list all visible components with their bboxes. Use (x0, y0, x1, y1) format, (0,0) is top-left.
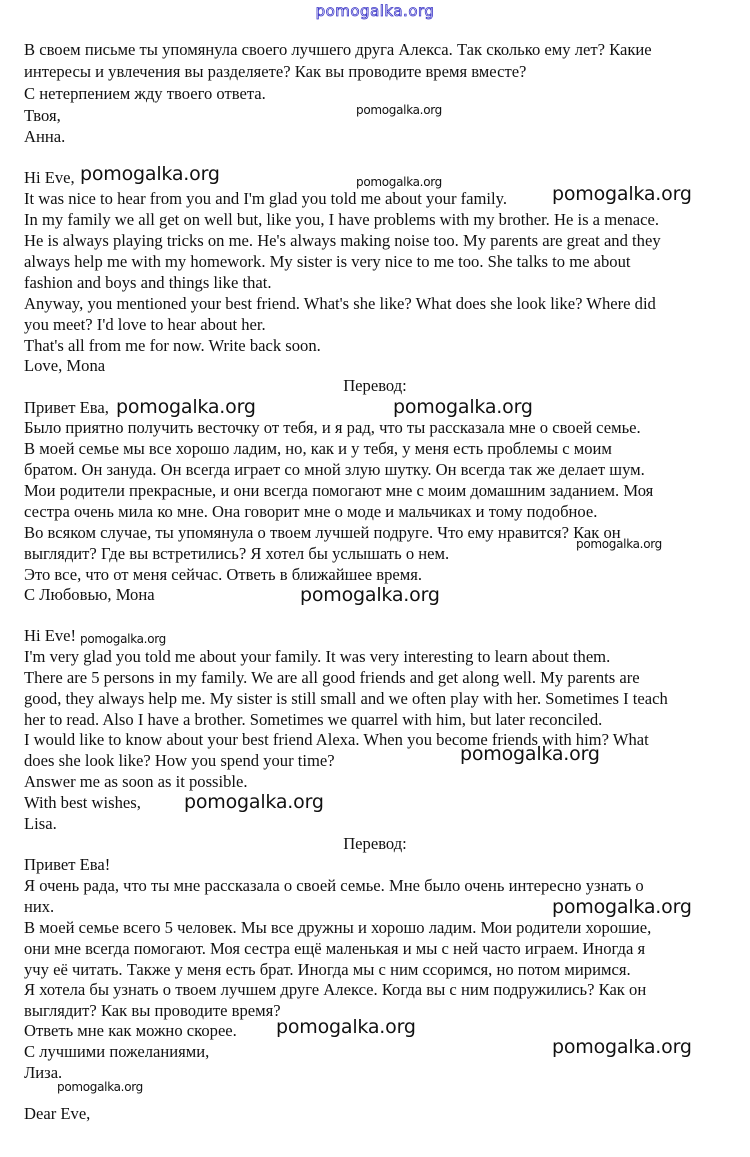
text-line: Мои родители прекрасные, и они всегда помогают мне с моим домашним заданием. Моя (24, 481, 654, 500)
text-line: There are 5 persons in my family. We are all good friends and get along well. My parents are (24, 668, 640, 687)
watermark: pomogalka.org (552, 1036, 692, 1058)
letter-greeting: Привет Ева! (24, 855, 111, 874)
watermark: pomogalka.org (184, 791, 324, 813)
watermark: pomogalka.org (576, 537, 662, 551)
text-line: учу её читать. Также у меня есть брат. Иногда мы с ним ссоримся, но потом миримся. (24, 960, 631, 979)
signature: С Любовью, Мона (24, 585, 155, 604)
text-line: В моей семье всего 5 человек. Мы все дружны и хорошо ладим. Мои родители хорошие, (24, 918, 652, 937)
translation-heading: Перевод: (343, 376, 407, 395)
text-line: Твоя, (24, 106, 61, 125)
watermark: pomogalka.org (80, 632, 166, 646)
signature: Love, Mona (24, 356, 106, 375)
text-line: них. (24, 897, 55, 916)
watermark: pomogalka.org (552, 183, 692, 205)
text-line: It was nice to hear from you and I'm glad you told me about your family. (24, 189, 508, 208)
watermark: pomogalka.org (80, 163, 220, 185)
signature: Lisa. (24, 814, 57, 833)
text-line: In my family we all get on well but, like you, I have problems with my brother. He is a menace. (24, 210, 660, 229)
letter-greeting: Привет Ева, (24, 398, 109, 417)
text-line: I'm very glad you told me about your family. It was very interesting to learn about them. (24, 647, 611, 666)
watermark: pomogalka.org (552, 896, 692, 918)
text-line: интересы и увлечения вы разделяете? Как вы проводите время вместе? (24, 62, 527, 81)
signature: Анна. (24, 127, 66, 146)
text-line: выглядит? Как вы проводите время? (24, 1001, 281, 1020)
text-line: fashion and boys and things like that. (24, 273, 272, 292)
letter-greeting: Hi Eve! (24, 626, 77, 645)
text-line: Anyway, you mentioned your best friend. What's she like? What does she look like? Where did (24, 294, 656, 313)
watermark: pomogalka.org (276, 1016, 416, 1038)
text-line: Это все, что от меня сейчас. Ответь в ближайшее время. (24, 565, 423, 584)
text-line: you meet? I'd love to hear about her. (24, 315, 266, 334)
text-line: He is always playing tricks on me. He's always making noise too. My parents are great and they (24, 231, 661, 250)
text-line: With best wishes, (24, 793, 141, 812)
text-line: Answer me as soon as it possible. (24, 772, 248, 791)
text-line: В моей семье мы все хорошо ладим, но, как и у тебя, у меня есть проблемы с моим (24, 439, 612, 458)
text-line: Ответь мне как можно скорее. (24, 1021, 237, 1040)
text-line: выглядит? Где вы встретились? Я хотел бы услышать о нем. (24, 544, 450, 563)
watermark: pomogalka.org (356, 175, 442, 189)
text-line: That's all from me for now. Write back soon. (24, 336, 321, 355)
signature: Лиза. (24, 1063, 63, 1082)
watermark: pomogalka.org (356, 103, 442, 117)
text-line: С лучшими пожеланиями, (24, 1042, 210, 1061)
text-line: I would like to know about your best friend Alexa. When you become friends with him? What (24, 730, 649, 749)
text-line: они мне всегда помогают. Моя сестра ещё маленькая и мы с ней часто играем. Иногда я (24, 939, 646, 958)
site-watermark-header: pomogalka.org (315, 2, 435, 20)
watermark: pomogalka.org (393, 396, 533, 418)
text-line: сестра очень мила ко мне. Она говорит мне о моде и мальчиках и тому подобное. (24, 502, 598, 521)
letter-greeting: Hi Eve, (24, 168, 75, 187)
text-line: В своем письме ты упомянула своего лучшего друга Алекса. Так сколько ему лет? Какие (24, 40, 652, 59)
text-line: Было приятно получить весточку от тебя, и я рад, что ты рассказала мне о своей семье. (24, 418, 641, 437)
text-line: her to read. Also I have a brother. Sometimes we quarrel with him, but later reconciled. (24, 710, 603, 729)
watermark: pomogalka.org (300, 584, 440, 606)
text-line: С нетерпением жду твоего ответа. (24, 84, 266, 103)
translation-heading: Перевод: (343, 834, 407, 853)
watermark: pomogalka.org (460, 743, 600, 765)
letter-greeting: Dear Eve, (24, 1104, 91, 1123)
watermark: pomogalka.org (57, 1080, 143, 1094)
text-line: good, they always help me. My sister is still small and we often play with her. Sometimes I teach (24, 689, 668, 708)
watermark: pomogalka.org (116, 396, 256, 418)
text-line: always help me with my homework. My sister is very nice to me too. She talks to me about (24, 252, 631, 271)
text-line: Я очень рада, что ты мне рассказала о своей семье. Мне было очень интересно узнать о (24, 876, 644, 895)
text-line: братом. Он зануда. Он всегда играет со мной злую шутку. Он всегда так же делает шум. (24, 460, 645, 479)
text-line: does she look like? How you spend your time? (24, 751, 335, 770)
text-line: Во всяком случае, ты упомянула о твоем лучшей подруге. Что ему нравится? Как он (24, 523, 621, 542)
text-line: Я хотела бы узнать о твоем лучшем друге Алексе. Когда вы с ним подружились? Как он (24, 980, 647, 999)
